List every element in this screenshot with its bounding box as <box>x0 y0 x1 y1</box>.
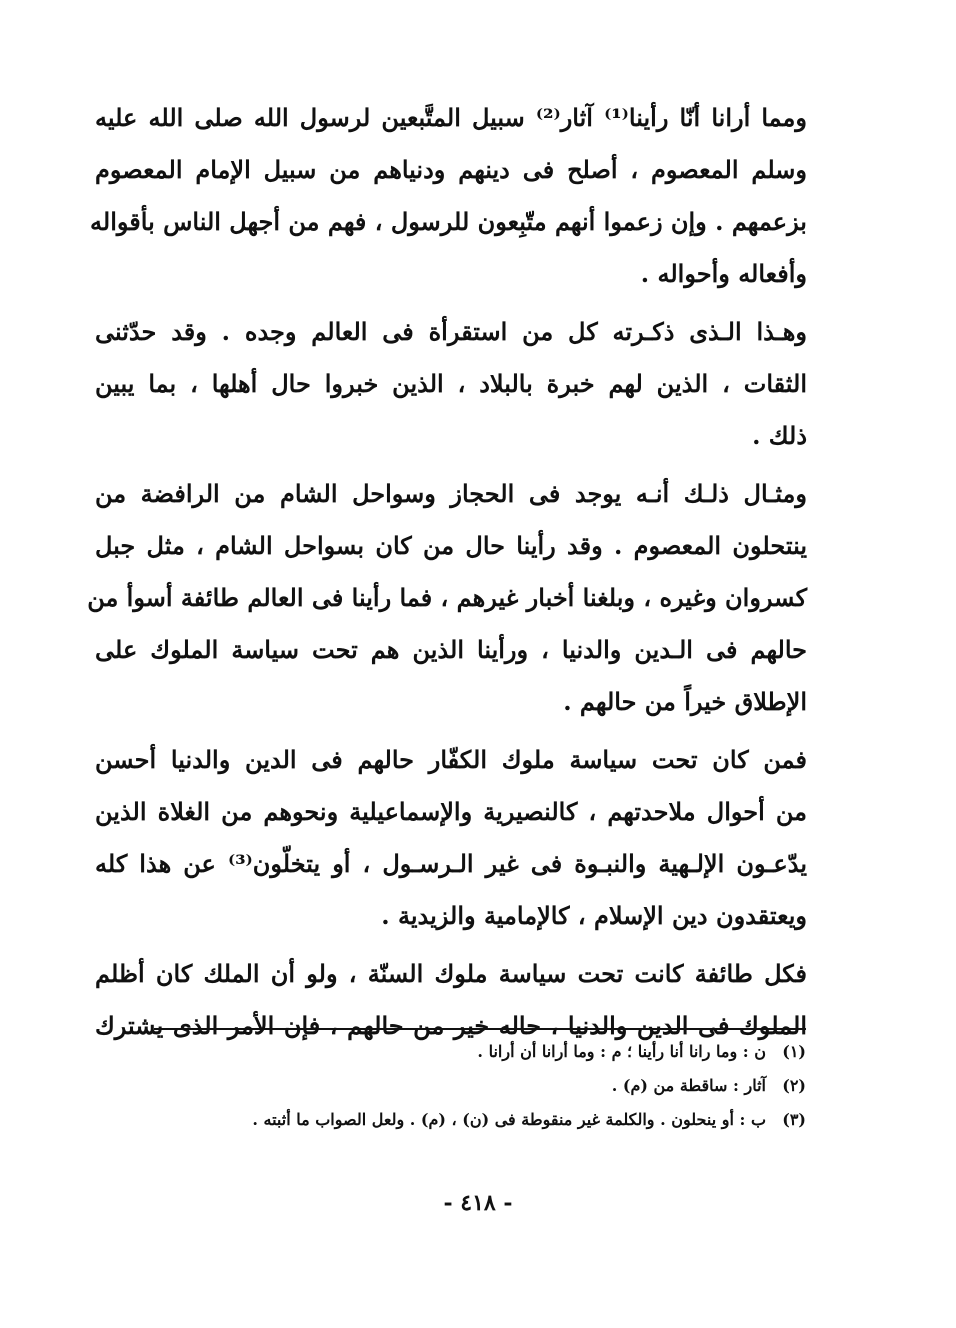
paragraph <box>95 306 807 462</box>
text-line: وهـذا الـذى ذكـرته كل من استقرأة فى العالم وجده . وقد حدّثنى <box>95 317 807 346</box>
text-line: من أحوال ملاحدتهم ، كالنصيرية والإسماعيلية ونحوهم من الغلاة الذين <box>95 797 807 826</box>
footnote-text: آثار : ساقطة من (م) . <box>611 1076 766 1095</box>
text-line: ويعتقدون دين الإسلام ، كالإمامية والزيدية . <box>381 901 807 930</box>
paragraph <box>87 468 807 728</box>
footnotes <box>154 1036 806 1138</box>
footnote-number: (١) <box>782 1042 806 1061</box>
page-number: - ٤١٨ - <box>443 1190 513 1216</box>
footnote-text: ب : أو ينحلون . والكلمة غير منقوطة فى (ن) ، (م) . ولعل الصواب ما أثبته . <box>252 1110 766 1129</box>
footnote-divider <box>154 1028 806 1030</box>
text-line: وأفعاله وأحواله . <box>640 259 807 288</box>
text-line: الإطلاق خيراً من حالهم . <box>563 687 807 716</box>
text-line: فمن كان تحت سياسة ملوك الكفّار حالهم فى الدين والدنيا أحسن <box>95 745 807 774</box>
footnote-text: ن : وما رانا أنا رأينا ؛ م : وما أرانا أن أرانا . <box>477 1042 766 1061</box>
paragraph <box>90 92 808 300</box>
text-line: بزعمهم . وإن زعموا أنهم متّبِعون للرسول ، فهم من أجهل الناس بأقواله <box>90 207 807 236</box>
text-line: وسلم المعصوم ، أصلح فى دينهم ودنياهم من سبيل الإمام المعصوم <box>95 155 807 184</box>
text-line: الثقات ، الذين لهم خبرة بالبلاد ، الذين خبروا حال أهلها ، بما يبين <box>95 369 807 398</box>
paragraph <box>95 734 807 942</box>
footnote-number: (٢) <box>782 1076 806 1095</box>
footnote <box>154 1036 806 1070</box>
text-line: ومما أرانا أنّا رأينا⁽¹⁾ آثار⁽²⁾ سبيل المتَّبعين لرسول الله صلى الله عليه <box>95 103 808 132</box>
footnote <box>154 1070 806 1104</box>
main-text <box>87 92 808 1052</box>
text-line: ذلك . <box>752 421 807 450</box>
text-line: الملوك فى الدين والدنيا ، حاله خير من حالهم ، فإن الأمر الذى يشترك <box>95 1011 807 1040</box>
text-line: فكل طائفة كانت تحت سياسة ملوك السنّة ، ولو أن الملك كان أظلم <box>95 959 807 988</box>
footnote <box>154 1104 806 1138</box>
footnote-number: (٣) <box>782 1110 806 1129</box>
text-line: يدّعـون الإلـهية والنبـوة فى غير الـرسـول ، أو يتخلّون⁽³⁾ عن هذا كله <box>95 849 808 878</box>
text-line: ينتحلون المعصوم . وقد رأينا حال من كان بسواحل الشام ، مثل جبل <box>95 531 807 560</box>
text-line: ومثـال ذلـك أنـه يوجد فى الحجاز وسواحل الشام من الرافضة من <box>95 479 807 508</box>
text-line: كسروان وغيره ، وبلغنا أخبار غيرهم ، فما رأينا فى العالم طائفة أسوأ من <box>87 583 807 612</box>
text-line: حالهم فى الـدين والدنيا ، ورأينا الذين هم تحت سياسة الملوك على <box>95 635 807 664</box>
